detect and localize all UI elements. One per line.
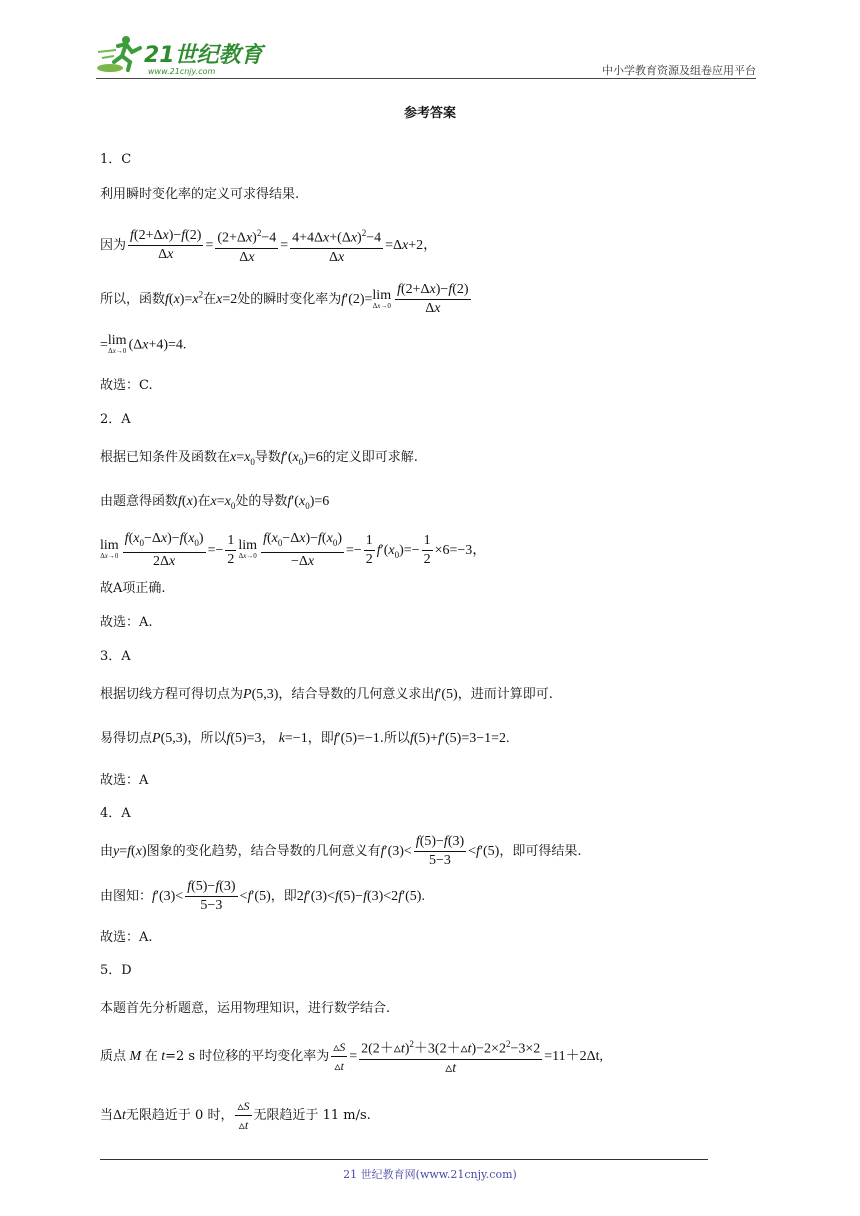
q1-answer: 1．C	[100, 152, 132, 167]
header-divider	[96, 78, 756, 79]
q3-easy-line: 易得切点P(5,3)，所以f(5)=3， k=−1，即f′(5)=−1.所以f(5)+f′(5)=3−1=2.	[100, 731, 510, 746]
q1-hint: 利用瞬时变化率的定义可求得结果.	[100, 187, 300, 202]
q5-answer: 5．D	[100, 963, 132, 978]
q4-fig-b: ，即	[270, 889, 297, 904]
q4-fig-line: 由图知：f′(3)< $\frac{f(5)-f(3)}{5-3}$ <f′(5)，即2f′(3)<f(5)−f(3)<2f′(5).	[100, 879, 425, 913]
q2-from-c: 处的导数	[235, 494, 288, 509]
logo-url: www.21cnjy.com	[148, 67, 216, 76]
logo-text: 21世纪教育	[144, 43, 263, 68]
q5-when-c: 无限趋近于 11 m/s.	[253, 1108, 371, 1123]
q3-easy-d: .所以	[379, 731, 410, 746]
q1-frac-3: $\frac{4+4\Delta x+(\Delta x)^2-4}{\Delta x}$	[290, 225, 383, 266]
page-title: 参考答案	[403, 106, 456, 121]
q2-answer: 2．A	[100, 412, 131, 427]
q3-hint-line: 根据切线方程可得切点为P(5,3)，结合导数的几何意义求出f′(5)，进而计算即可.	[100, 687, 553, 702]
q1-frac-2: $\frac{(2+\Delta x)^2-4}{\Delta x}$	[215, 225, 278, 266]
q1-mid2: 处的瞬时变化率为	[237, 292, 342, 307]
q4-hint-c: ，即可得结果.	[499, 844, 582, 859]
q4-hint-b: 图象的变化趋势，结合导数的几何意义有	[146, 844, 381, 859]
q3-hint-b: ，结合导数的几何意义求出	[278, 687, 435, 702]
q1-mid: 在	[203, 292, 217, 307]
q1-limit-line: =lim Δx→0 (Δx+4)=4.	[100, 333, 187, 355]
q2-limit-line: lim Δx→0 $\frac{f(x_0-\Delta x)-f(x_0)}{2\Delta x}$ =− $\frac{1}{2}$ lim Δx→0 $\frac{f(x_0-\Delta x)-f(x_0)}{-\Delta x}$ =− $\frac{1}{2}$ $f'(x_0)=-$ $\frac{1}{2}$ ×6=−3，	[100, 531, 487, 569]
21cnjy-logo	[96, 32, 266, 76]
q5-when-b: 无限趋近于 0 时，	[125, 1108, 234, 1123]
q2-hint-line: 根据已知条件及函数在$x=x_0$导数$f'(x_0)=6$的定义即可求解.	[100, 450, 418, 467]
q2-choice: 故选：A.	[100, 615, 153, 630]
q4-choice: 故选：A.	[100, 930, 153, 945]
q2-from-a: 由题意得函数	[100, 494, 179, 509]
q1-choice: 故选：C.	[100, 378, 153, 393]
q2-from-line: 由题意得函数f(x)在$x=x_0$处的导数$f'(x_0)=6$	[100, 494, 330, 511]
q4-answer: 4．A	[100, 806, 131, 821]
q2-hint-c: 的定义即可求解.	[322, 450, 418, 465]
platform-name: 中小学教育资源及组卷应用平台	[602, 64, 756, 77]
q3-choice: 故选：A	[100, 773, 149, 788]
q4-fig-a: 由图知：	[100, 889, 153, 904]
footer-divider	[100, 1159, 708, 1160]
page-header	[96, 32, 756, 78]
q5-result: =11＋2Δt,	[544, 1048, 604, 1064]
q3-answer: 3．A	[100, 649, 131, 664]
q4-hint-a: 由	[100, 844, 114, 859]
q5-particle-a: 质点	[100, 1048, 127, 1064]
q5-hint: 本题首先分析题意，运用物理知识，进行数学结合.	[100, 1001, 391, 1016]
q2-conclusion: 故A项正确.	[100, 581, 166, 596]
q1-because: 因为	[100, 237, 127, 253]
q1-because-line: 因为 $\frac{f(2+\Delta x)-f(2)}{\Delta x}$ = $\frac{(2+\Delta x)^2-4}{\Delta x}$ = $\frac{4+4\Delta x+(\Delta x)^2-4}{\Delta x}$ =Δx+2，	[100, 225, 437, 266]
q3-easy-b: ，所以	[187, 731, 227, 746]
q4-hint-line: 由y=f(x)图象的变化趋势，结合导数的几何意义有f′(3)< $\frac{f(5)-f(3)}{5-3}$ <f′(5)，即可得结果.	[100, 834, 582, 868]
footer-link[interactable]: 21 世纪教育网(www.21cnjy.com)	[343, 1168, 517, 1181]
q5-particle-c: =2 s 时位移的平均变化率为	[165, 1048, 330, 1064]
q3-easy-a: 易得切点	[100, 731, 153, 746]
q1-frac-1: $\frac{f(2+\Delta x)-f(2)}{\Delta x}$	[130, 227, 202, 262]
q1-so-line: 所以，函数$f(x)=x^2$在x=2处的瞬时变化率为f′(2)=lim Δx→0 $\frac{f(2+\Delta x)-f(2)}{\Delta x}$	[100, 282, 469, 316]
q3-hint-a: 根据切线方程可得切点为	[100, 687, 244, 702]
q1-so: 所以，函数	[100, 292, 166, 307]
q3-hint-c: ，进而计算即可.	[457, 687, 553, 702]
q5-particle-line: 质点 M 在 t=2 s 时位移的平均变化率为 $\frac{▵S}{▵t}$ = $\frac{2(2+▵t)^2+3(2+▵t)-2\times 2^2-3\times 2}{▵t}$ =11＋2Δt,	[100, 1036, 603, 1077]
q5-particle-b: 在	[144, 1048, 158, 1064]
q5-when-a: 当	[100, 1108, 114, 1123]
q2-from-b: 在	[197, 494, 211, 509]
q2-hint-b: 导数	[254, 450, 281, 465]
q2-hint-a: 根据已知条件及函数在	[100, 450, 231, 465]
q5-when-line: 当Δt无限趋近于 0 时， $\frac{▵S}{▵t}$ 无限趋近于 11 m/s.	[100, 1099, 371, 1132]
q3-easy-c: ，即	[307, 731, 334, 746]
